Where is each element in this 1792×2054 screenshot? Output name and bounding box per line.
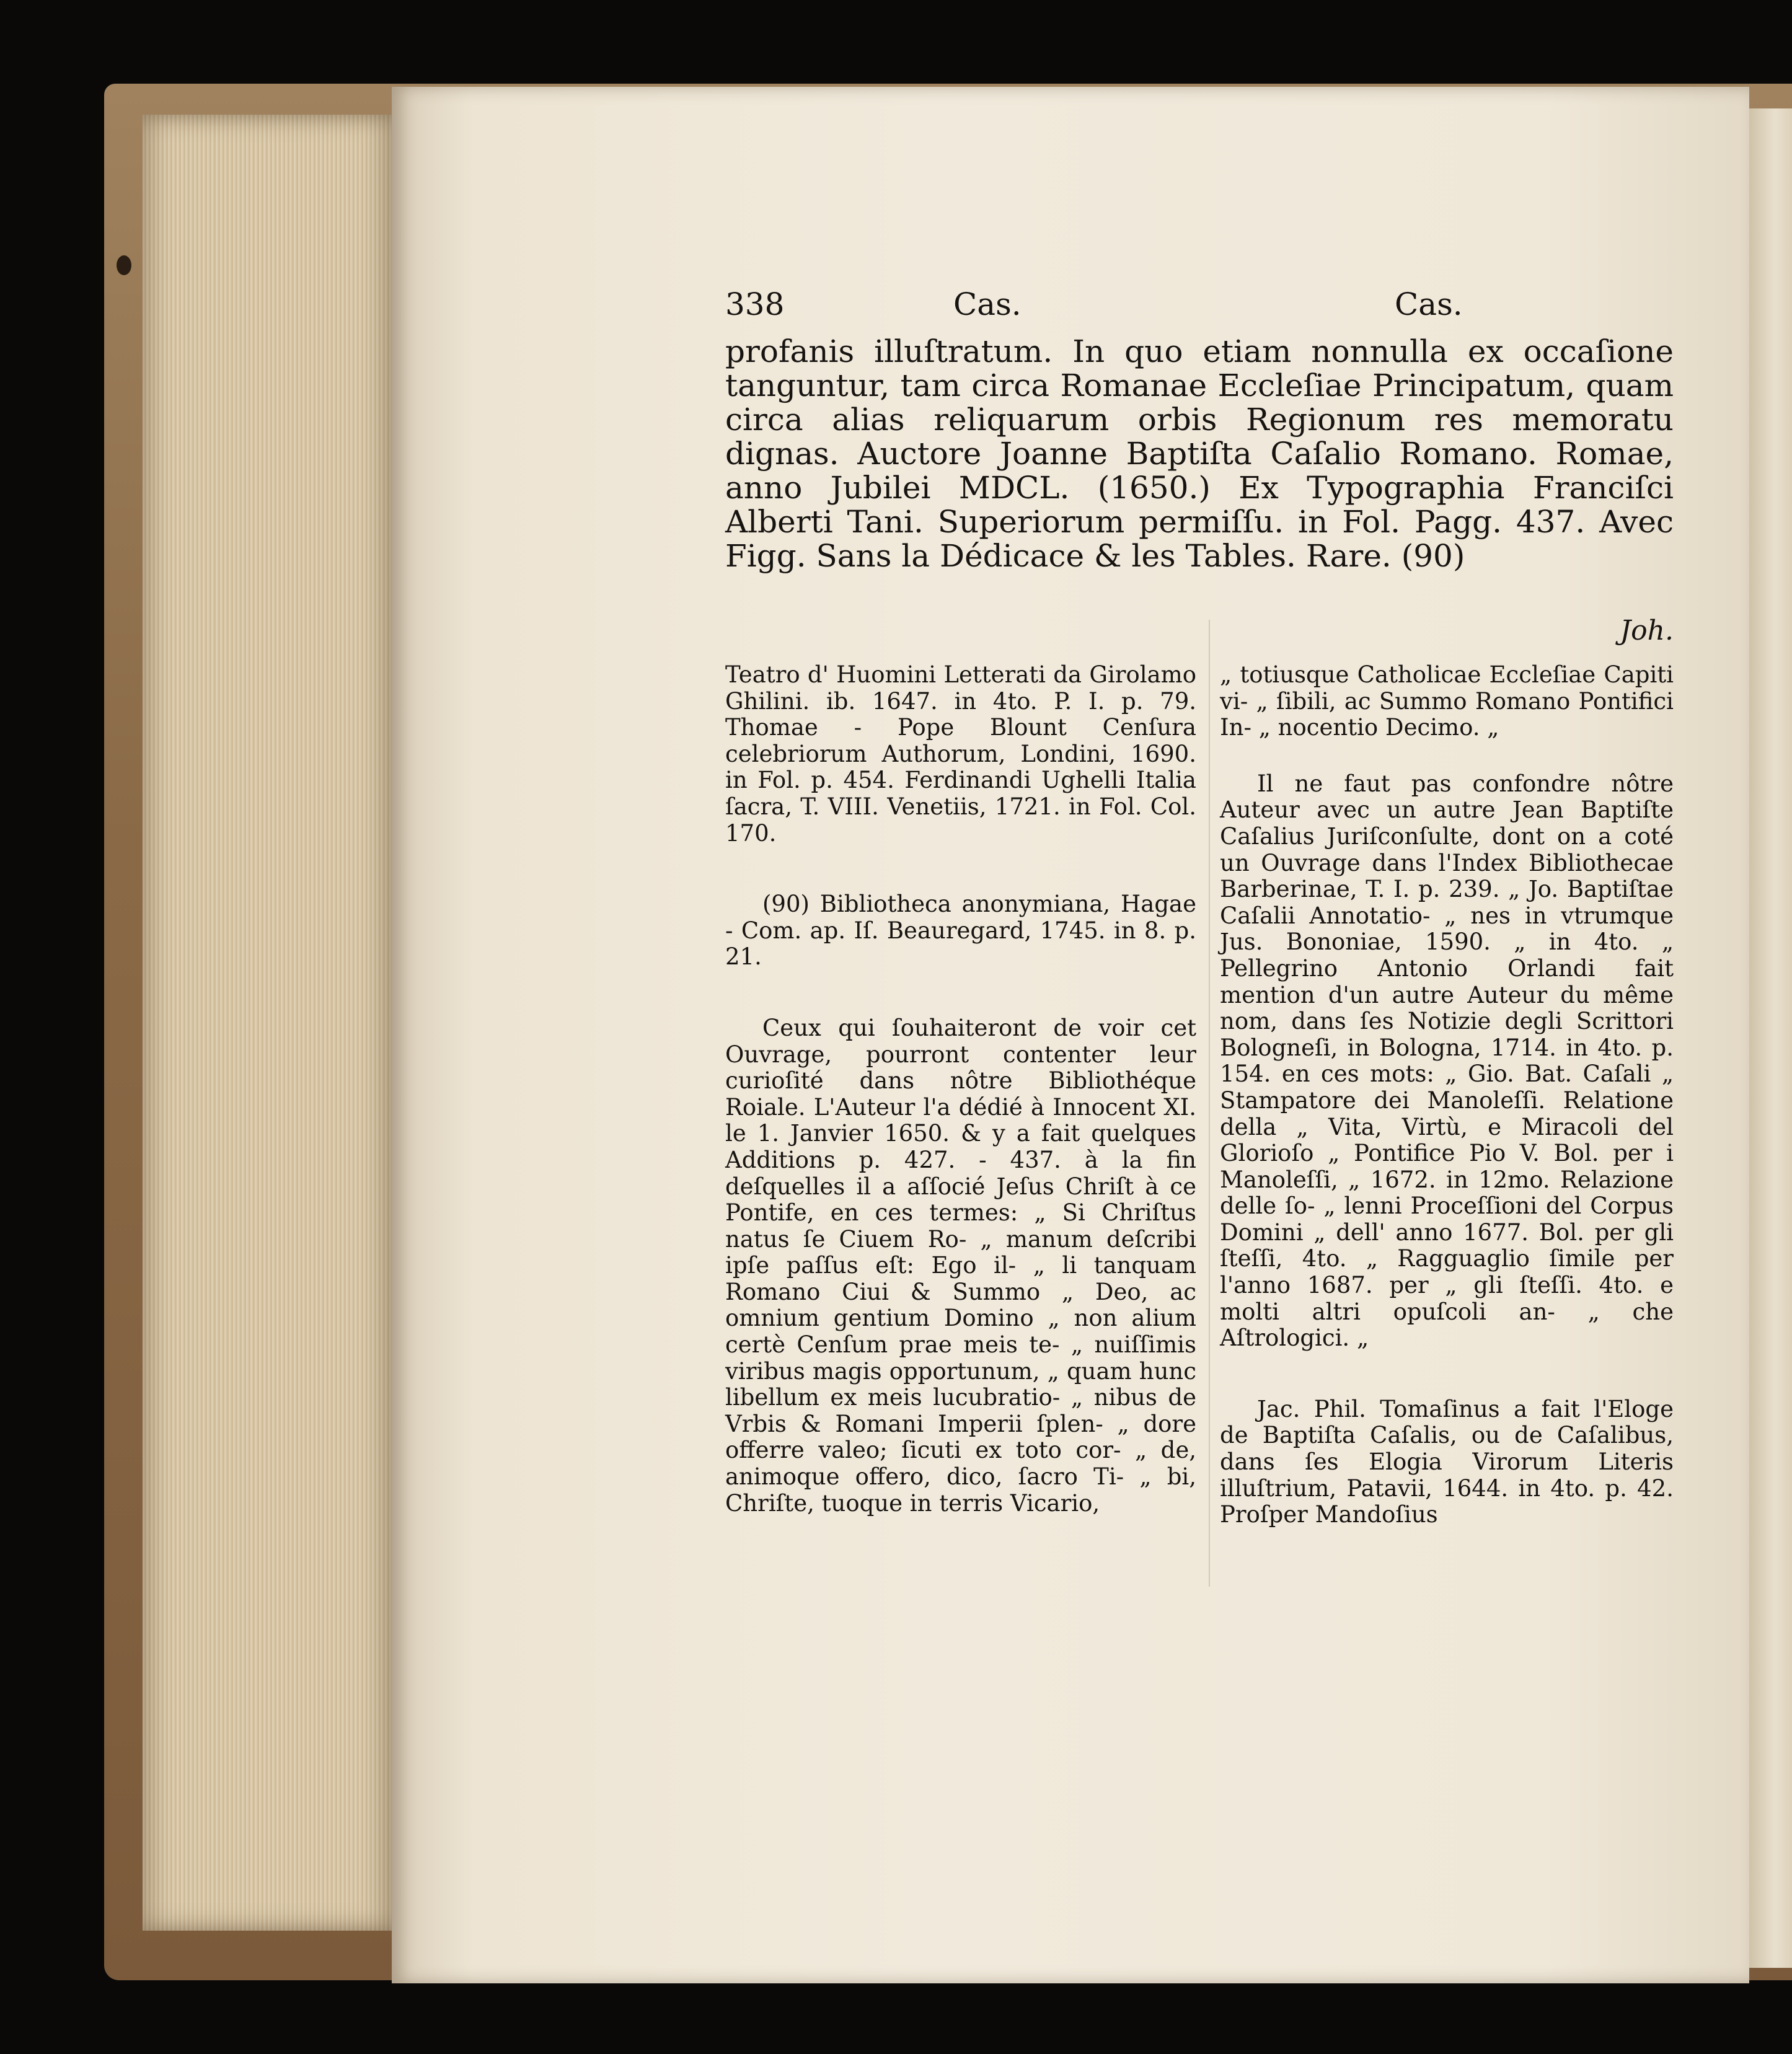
references-note: Teatro d' Huomini Letterati da Girolamo Ghilini. ib. 1647. in 4to. P. I. p. 79. Thomae - Pope Blount Cenſura celebriorum Authorum, Londini, 1690. in Fol. p. 454. Ferdinandi Ughelli Italia ſacra, T. VIII. Venetiis, 1721. in Fol. Col. 170.	[725, 661, 1196, 847]
commentary-paragraph-2: Il ne faut pas confondre nôtre Auteur avec un autre Jean Baptiſte Caſalius Juriſconſulte, dont on a coté un Ouvrage dans l'Index Bibliothecae Barberinae, T. I. p. 239. „ Jo. Baptiſtae Caſalii Annotatio- „ nes in vtrumque Jus. Bononiae, 1590. „ in 4to. „ Pellegrino Antonio Orlandi fait mention d'un autre Auteur du même nom, dans ſes Notizie degli Scrittori Bologneſi, in Bologna, 1714. in 4to. p. 154. en ces mots: „ Gio. Bat. Caſali „ Stampatore dei Manoleſſi. Relatione della „ Vita, Virtù, e Miracoli del Glorioſo „ Pontifice Pio V. Bol. per i Manoleſſi, „ 1672. in 12mo. Relazione delle ſo- „ lenni Proceſſioni del Corpus Domini „ dell' anno 1677. Bol. per gli ſteſſi, 4to. „ Ragguaglio ſimile per l'anno 1687. per „ gli ſteſſi. 4to. e molti altri opuſcoli an- „ che Aſtrologici. „	[1220, 770, 1674, 1352]
commentary-paragraph-3: Jac. Phil. Tomaſinus a fait l'Eloge de Baptiſta Caſalis, ou de Caſalibus, dans ſes Elogia Virorum Literis illuſtrium, Patavii, 1644. in 4to. p. 42. Proſper Mandoſius	[1220, 1395, 1674, 1528]
catchword: Joh.	[1620, 615, 1674, 646]
next-page-edge	[1749, 108, 1792, 1968]
commentary-paragraph: Ceux qui ſouhaiteront de voir cet Ouvrage, pourront contenter leur curioſité dans nôtre Bibliothéque Roiale. L'Auteur l'a dédié à Innocent XI. le 1. Janvier 1650. & y a fait quelques Additions p. 427. - 437. à la fin deſquelles il a aſſocié Jeſus Chriſt à ce Pontife, en ces termes: „ Si Chriſtus natus ſe Ciuem Ro- „ manum deſcribi ipſe paſſus eſt: Ego il- „ li tanquam Romano Ciui & Summo „ Deo, ac omnium gentium Domino „ non alium certè Cenſum prae meis te- „ nuiſſimis viribus magis opportunum, „ quam hunc libellum ex meis lucubratio- „ nibus de Vrbis & Romani Imperii ſplen- „ dore offerre valeo; ſicuti ex toto cor- „ de, animoque offero, dico, ſacro Ti- „ bi, Chriſte, tuoque in terris Vicario,	[725, 1014, 1196, 1517]
left-column	[725, 662, 1196, 1517]
page-number: 338	[725, 286, 785, 322]
footnote-90: (90) Bibliotheca anonymiana, Hagae - Com. ap. Iſ. Beauregard, 1745. in 8. p. 21.	[725, 891, 1196, 971]
right-column	[1220, 662, 1674, 1528]
column-divider	[1209, 620, 1210, 1587]
quote-continuation: „ totiusque Catholicae Eccleſiae Capiti vi- „ ſibili, ac Summo Romano Pontifici In- „ nocentio Decimo. „	[1220, 661, 1674, 741]
cover-nail	[117, 255, 131, 275]
main-entry-text: profanis illuſtratum. In quo etiam nonnulla ex occaſione tanguntur, tam circa Romanae Eccleſiae Principatum, quam circa alias reliquarum orbis Regionum res memoratu dignas. Auctore Joanne Baptiſta Caſalio Romano. Romae, anno Jubilei MDCL. (1650.) Ex Typographia Franciſci Alberti Tani. Superiorum permiſſu. in Fol. Pagg. 437. Avec Figg. Sans la Dédicace & les Tables. Rare. (90)	[725, 333, 1674, 574]
page-edges	[143, 115, 403, 1931]
headword-left: Cas.	[953, 286, 1022, 322]
running-header	[725, 286, 1674, 336]
headword-right: Cas.	[1395, 286, 1463, 322]
